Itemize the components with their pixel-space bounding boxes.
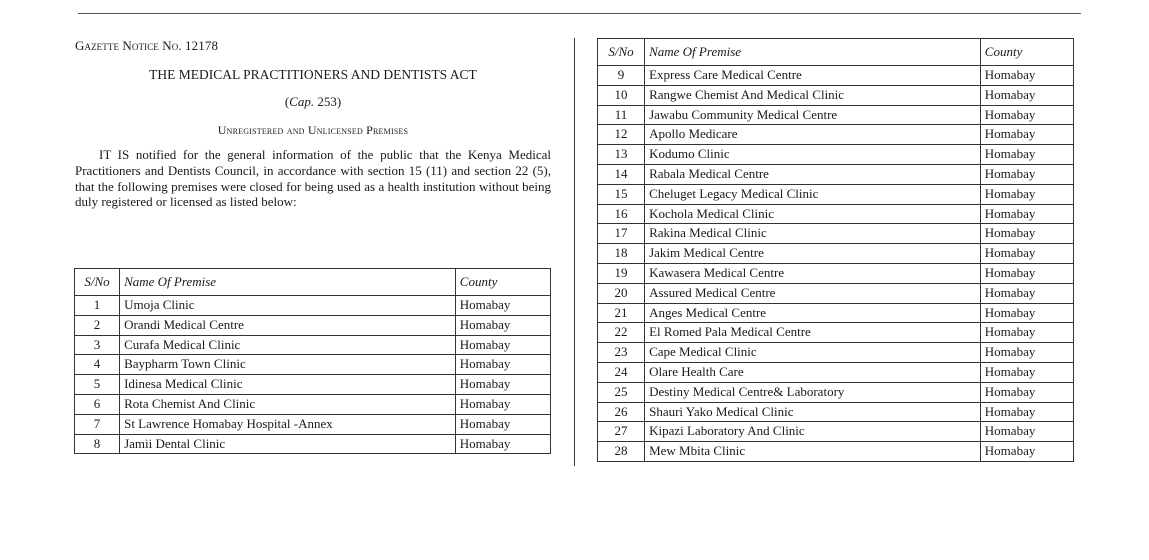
cell-premise-name: Anges Medical Centre: [645, 303, 981, 323]
cap-reference: [75, 94, 551, 110]
cell-sno: 2: [75, 315, 120, 335]
table-row: [598, 323, 1074, 343]
cell-sno: 11: [598, 105, 645, 125]
cell-sno: 12: [598, 125, 645, 145]
cell-county: Homabay: [980, 362, 1073, 382]
cell-premise-name: Rangwe Chemist And Medical Clinic: [645, 85, 981, 105]
table-row: [598, 164, 1074, 184]
table-header-row: [598, 39, 1074, 66]
cell-county: Homabay: [980, 66, 1073, 86]
cell-premise-name: Umoja Clinic: [120, 296, 456, 316]
cell-county: Homabay: [980, 343, 1073, 363]
cell-premise-name: Kochola Medical Clinic: [645, 204, 981, 224]
cell-county: Homabay: [455, 296, 550, 316]
cell-county: Homabay: [980, 105, 1073, 125]
cell-sno: 7: [75, 414, 120, 434]
notice-body: IT IS notified for the general information of the public that the Kenya Medical Practitioners and Dentists Council, in accordance with section 15 (11) and section 22 (5), that the following premises were closed for being used as a health institution without being duly registered or licensed as listed below:: [75, 147, 551, 210]
cell-premise-name: Shauri Yako Medical Clinic: [645, 402, 981, 422]
table-row: [75, 335, 551, 355]
notice-column: [75, 38, 551, 210]
table-row: [598, 343, 1074, 363]
cell-premise-name: Jakim Medical Centre: [645, 244, 981, 264]
cell-county: Homabay: [980, 244, 1073, 264]
cell-premise-name: Cheluget Legacy Medical Clinic: [645, 184, 981, 204]
cell-county: Homabay: [980, 224, 1073, 244]
cell-sno: 23: [598, 343, 645, 363]
cell-county: Homabay: [980, 85, 1073, 105]
cell-premise-name: Rakina Medical Clinic: [645, 224, 981, 244]
cell-county: Homabay: [455, 394, 550, 414]
column-divider: [574, 38, 575, 466]
cell-county: Homabay: [980, 442, 1073, 462]
act-title: THE MEDICAL PRACTITIONERS AND DENTISTS ACT: [149, 67, 477, 82]
table-row: [75, 315, 551, 335]
cell-premise-name: Idinesa Medical Clinic: [120, 375, 456, 395]
cell-county: Homabay: [980, 422, 1073, 442]
table-row: [598, 303, 1074, 323]
cell-sno: 26: [598, 402, 645, 422]
cell-county: Homabay: [980, 125, 1073, 145]
table-row: [598, 382, 1074, 402]
cell-county: Homabay: [455, 355, 550, 375]
cell-sno: 20: [598, 283, 645, 303]
cap-label: Cap.: [289, 94, 315, 109]
cell-sno: 15: [598, 184, 645, 204]
cell-county: Homabay: [455, 375, 550, 395]
header-name: Name Of Premise: [645, 39, 981, 66]
cell-premise-name: Assured Medical Centre: [645, 283, 981, 303]
cell-county: Homabay: [455, 434, 550, 454]
table-row: [598, 204, 1074, 224]
cell-sno: 8: [75, 434, 120, 454]
cap-prefix: (: [284, 94, 290, 109]
cell-sno: 21: [598, 303, 645, 323]
table-row: [598, 283, 1074, 303]
cell-sno: 22: [598, 323, 645, 343]
cell-county: Homabay: [980, 382, 1073, 402]
table-row: [598, 184, 1074, 204]
table-row: [75, 434, 551, 454]
cell-premise-name: Baypharm Town Clinic: [120, 355, 456, 375]
cell-sno: 18: [598, 244, 645, 264]
header-sno: S/No: [598, 39, 645, 66]
cell-county: Homabay: [455, 315, 550, 335]
table-row: [598, 442, 1074, 462]
table-row: [598, 66, 1074, 86]
cell-premise-name: El Romed Pala Medical Centre: [645, 323, 981, 343]
cell-county: Homabay: [980, 402, 1073, 422]
cell-sno: 9: [598, 66, 645, 86]
cell-sno: 1: [75, 296, 120, 316]
header-sno: S/No: [75, 269, 120, 296]
cell-premise-name: Mew Mbita Clinic: [645, 442, 981, 462]
notice-number: Gazette Notice No. 12178: [75, 38, 219, 53]
cell-premise-name: St Lawrence Homabay Hospital -Annex: [120, 414, 456, 434]
cell-sno: 27: [598, 422, 645, 442]
table-row: [75, 355, 551, 375]
table-row: [598, 145, 1074, 165]
cell-premise-name: Destiny Medical Centre& Laboratory: [645, 382, 981, 402]
cell-sno: 6: [75, 394, 120, 414]
header-county: County: [980, 39, 1073, 66]
cell-premise-name: Jawabu Community Medical Centre: [645, 105, 981, 125]
table-row: [598, 362, 1074, 382]
table-row: [75, 414, 551, 434]
table-row: [75, 394, 551, 414]
cell-sno: 5: [75, 375, 120, 395]
table-header-row: [75, 269, 551, 296]
cell-premise-name: Curafa Medical Clinic: [120, 335, 456, 355]
table-row: [75, 296, 551, 316]
cell-premise-name: Cape Medical Clinic: [645, 343, 981, 363]
table-row: [598, 244, 1074, 264]
cell-county: Homabay: [980, 323, 1073, 343]
cell-sno: 28: [598, 442, 645, 462]
cell-sno: 25: [598, 382, 645, 402]
premises-table-left: [74, 268, 551, 454]
cell-premise-name: Orandi Medical Centre: [120, 315, 456, 335]
cell-county: Homabay: [980, 263, 1073, 283]
cell-sno: 14: [598, 164, 645, 184]
cell-county: Homabay: [980, 303, 1073, 323]
cell-county: Homabay: [980, 204, 1073, 224]
cell-sno: 17: [598, 224, 645, 244]
notice-subheading: Unregistered and Unlicensed Premises: [217, 123, 409, 137]
premises-table-right: [597, 38, 1074, 462]
cell-premise-name: Express Care Medical Centre: [645, 66, 981, 86]
cell-county: Homabay: [980, 164, 1073, 184]
cell-sno: 16: [598, 204, 645, 224]
cell-sno: 3: [75, 335, 120, 355]
cell-sno: 24: [598, 362, 645, 382]
table-row: [598, 263, 1074, 283]
cell-sno: 10: [598, 85, 645, 105]
top-rule: [78, 13, 1081, 14]
table-row: [598, 402, 1074, 422]
cell-premise-name: Rabala Medical Centre: [645, 164, 981, 184]
cell-county: Homabay: [980, 184, 1073, 204]
table-row: [598, 224, 1074, 244]
cell-county: Homabay: [980, 283, 1073, 303]
table-row: [75, 375, 551, 395]
table-row: [598, 105, 1074, 125]
cell-county: Homabay: [980, 145, 1073, 165]
table-row: [598, 422, 1074, 442]
table-row: [598, 85, 1074, 105]
cell-county: Homabay: [455, 414, 550, 434]
cell-premise-name: Olare Health Care: [645, 362, 981, 382]
cell-sno: 4: [75, 355, 120, 375]
cell-premise-name: Apollo Medicare: [645, 125, 981, 145]
header-name: Name Of Premise: [120, 269, 456, 296]
cell-premise-name: Kawasera Medical Centre: [645, 263, 981, 283]
header-county: County: [455, 269, 550, 296]
cap-number: 253): [314, 94, 342, 109]
cell-sno: 13: [598, 145, 645, 165]
cell-premise-name: Rota Chemist And Clinic: [120, 394, 456, 414]
cell-premise-name: Jamii Dental Clinic: [120, 434, 456, 454]
cell-premise-name: Kipazi Laboratory And Clinic: [645, 422, 981, 442]
cell-county: Homabay: [455, 335, 550, 355]
cell-premise-name: Kodumo Clinic: [645, 145, 981, 165]
cell-sno: 19: [598, 263, 645, 283]
table-row: [598, 125, 1074, 145]
